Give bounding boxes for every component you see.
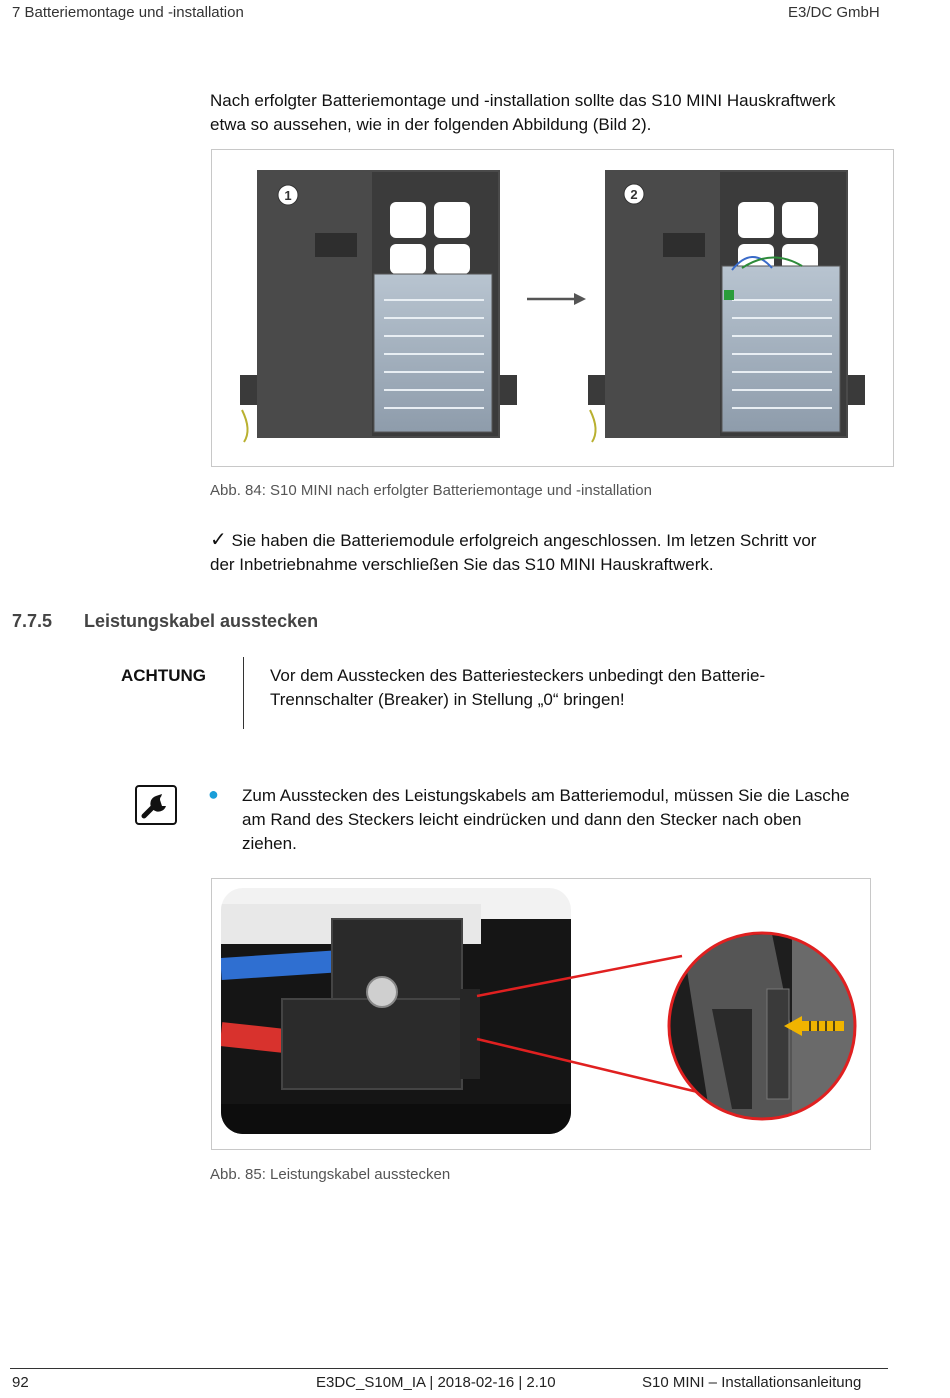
badge-1 bbox=[278, 185, 298, 205]
instruction-line-3: ziehen. bbox=[242, 834, 297, 853]
figure-84-illustration bbox=[212, 150, 892, 465]
wrench-icon bbox=[134, 784, 178, 826]
warning-line-2: Trennschalter (Breaker) in Stellung „0“ bringen! bbox=[270, 690, 625, 709]
badge-2 bbox=[624, 184, 644, 204]
badge-1-label: 1 bbox=[284, 188, 292, 203]
cabinet-2-image bbox=[588, 170, 865, 442]
check-line-2: der Inbetriebnahme verschließen Sie das S10 MINI Hauskraftwerk. bbox=[210, 555, 714, 574]
badge-2-label: 2 bbox=[630, 187, 638, 202]
checkmark-icon: ✓ bbox=[210, 529, 227, 551]
instruction-line-1: Zum Ausstecken des Leistungskabels am Batteriemodul, müssen Sie die Lasche bbox=[242, 786, 850, 805]
intro-line-1: Nach erfolgter Batteriemontage und -installation sollte das S10 MINI Hauskraftwerk bbox=[210, 91, 836, 110]
footer-doc-id: E3DC_S10M_IA | 2018-02-16 | 2.10 bbox=[316, 1374, 556, 1391]
connector-photo bbox=[221, 888, 571, 1139]
header-chapter: 7 Batteriemontage und -installation bbox=[12, 4, 244, 21]
warning-line-1: Vor dem Ausstecken des Batteriesteckers unbedingt den Batterie- bbox=[270, 666, 766, 685]
section-number: 7.7.5 bbox=[12, 611, 53, 631]
warning-label: ACHTUNG bbox=[121, 666, 206, 685]
check-paragraph bbox=[210, 528, 910, 577]
cabinet-1-image bbox=[240, 170, 517, 442]
section-title: Leistungskabel ausstecken bbox=[84, 611, 319, 631]
bullet-icon: ● bbox=[208, 784, 219, 804]
figure-84-caption: Abb. 84: S10 MINI nach erfolgter Batteriemontage und -installation bbox=[210, 482, 652, 499]
check-line-1: Sie haben die Batteriemodule erfolgreich angeschlossen. Im letzen Schritt vor bbox=[231, 531, 817, 550]
warning-divider bbox=[243, 657, 244, 729]
header-company: E3/DC GmbH bbox=[788, 4, 880, 21]
footer-divider bbox=[10, 1368, 888, 1369]
footer-page-number: 92 bbox=[12, 1374, 29, 1391]
footer-doc-title: S10 MINI – Installationsanleitung bbox=[642, 1374, 862, 1391]
instruction-paragraph bbox=[242, 784, 902, 856]
instruction-line-2: am Rand des Steckers leicht eindrücken und dann den Stecker nach oben bbox=[242, 810, 802, 829]
arrow-right-icon bbox=[527, 293, 586, 305]
figure-85-illustration bbox=[212, 879, 869, 1148]
figure-84-frame bbox=[211, 149, 894, 467]
figure-85-frame bbox=[211, 878, 871, 1150]
intro-paragraph bbox=[210, 89, 910, 137]
intro-line-2: etwa so aussehen, wie in der folgenden Abbildung (Bild 2). bbox=[210, 115, 652, 134]
warning-text bbox=[270, 664, 890, 712]
figure-85-caption: Abb. 85: Leistungskabel ausstecken bbox=[210, 1166, 451, 1183]
